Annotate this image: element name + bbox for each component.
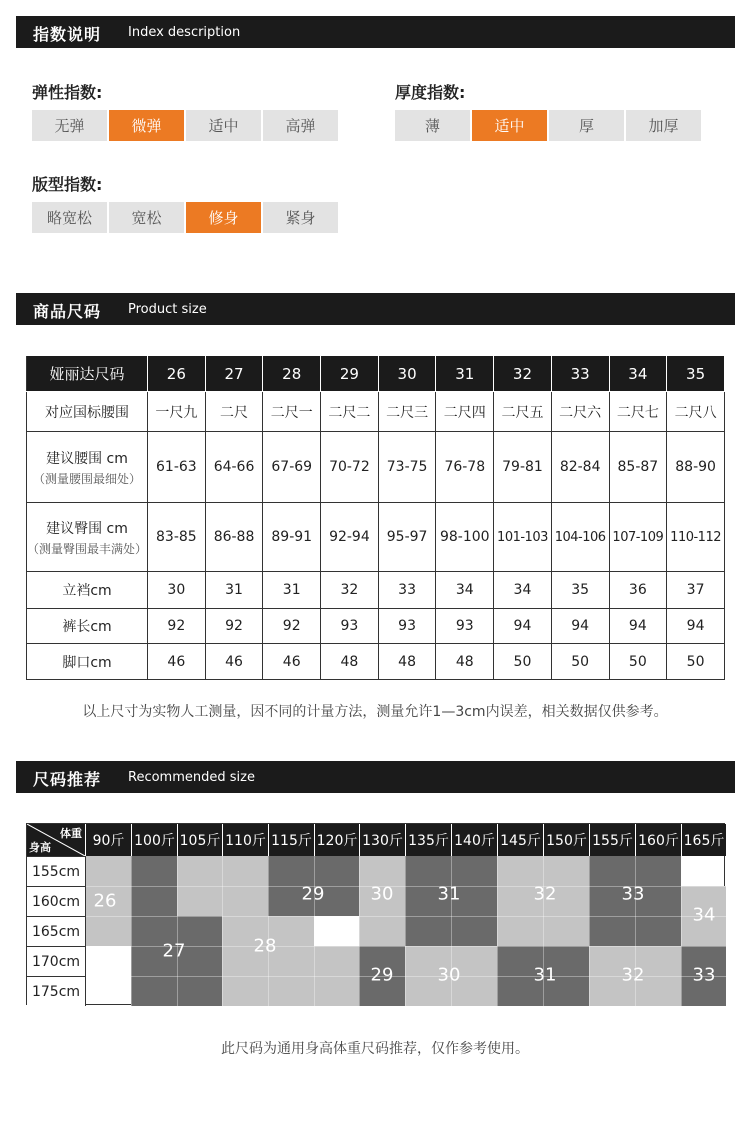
weight-column-header: 100斤 xyxy=(131,824,177,856)
row-label-text: 脚口cm xyxy=(62,654,112,671)
table-cell: 101-103 xyxy=(494,503,552,572)
grid-line xyxy=(589,856,590,1006)
filler-cell xyxy=(222,886,268,916)
product-section-title: 商品尺码 xyxy=(33,302,102,321)
corner-height-label: 身高 xyxy=(29,841,51,854)
product-section-header xyxy=(16,293,735,325)
elasticity-option: 高弹 xyxy=(263,110,338,141)
fit-option: 略宽松 xyxy=(32,202,107,233)
table-cell: 79-81 xyxy=(494,432,552,503)
size-column-header: 30 xyxy=(378,356,436,392)
thickness-option: 加厚 xyxy=(626,110,701,141)
height-row-label: 175cm xyxy=(27,976,85,1006)
grid-line xyxy=(497,856,498,1006)
size-column-header: 27 xyxy=(205,356,263,392)
size-block-label: 26 xyxy=(93,890,117,912)
row-label xyxy=(27,432,148,503)
elasticity-label: 弹性指数: xyxy=(32,83,103,102)
row-label-text: 对应国标腰围 xyxy=(45,404,129,421)
weight-column-header: 155斤 xyxy=(589,824,635,856)
row-label-text: 立裆cm xyxy=(62,583,112,599)
size-column-header: 31 xyxy=(436,356,494,392)
table-cell: 94 xyxy=(494,609,552,644)
size-table-header-row xyxy=(27,356,725,392)
row-label xyxy=(27,644,148,680)
weight-column-header: 135斤 xyxy=(405,824,451,856)
table-cell: 50 xyxy=(551,644,609,680)
table-cell: 104-106 xyxy=(551,503,609,572)
table-cell: 83-85 xyxy=(148,503,206,572)
table-cell: 61-63 xyxy=(148,432,206,503)
size-column-header: 35 xyxy=(667,356,725,392)
weight-column-header: 145斤 xyxy=(497,824,543,856)
grid-line xyxy=(681,856,682,1006)
table-cell: 92 xyxy=(148,609,206,644)
size-block-label: 29 xyxy=(370,964,394,986)
height-row-label: 170cm xyxy=(27,946,85,976)
size-block-label: 30 xyxy=(370,883,394,905)
height-row-label: 165cm xyxy=(27,916,85,946)
fit-option: 修身 xyxy=(186,202,261,233)
weight-column-header: 105斤 xyxy=(177,824,222,856)
grid-line xyxy=(314,856,315,1006)
size-block-label: 31 xyxy=(533,964,557,986)
table-cell: 64-66 xyxy=(205,432,263,503)
table-cell: 二尺五 xyxy=(494,392,552,432)
row-label-text: 裤长cm xyxy=(62,619,112,635)
weight-column-header: 140斤 xyxy=(451,824,497,856)
table-cell: 二尺八 xyxy=(667,392,725,432)
table-cell: 二尺 xyxy=(205,392,263,432)
table-cell: 107-109 xyxy=(609,503,667,572)
size-block-label: 32 xyxy=(533,883,557,905)
size-column-header: 28 xyxy=(263,356,321,392)
table-cell: 98-100 xyxy=(436,503,494,572)
weight-column-header: 130斤 xyxy=(359,824,405,856)
row-label xyxy=(27,392,148,432)
table-cell: 94 xyxy=(667,609,725,644)
size-column-header: 33 xyxy=(551,356,609,392)
index-section-title: 指数说明 xyxy=(33,25,102,44)
table-cell: 94 xyxy=(551,609,609,644)
row-label-sub: （测量腰围最细处） xyxy=(32,471,141,486)
index-section-subtitle: Index description xyxy=(128,25,241,40)
table-cell: 88-90 xyxy=(667,432,725,503)
table-cell: 50 xyxy=(609,644,667,680)
table-cell: 76-78 xyxy=(436,432,494,503)
table-cell: 一尺九 xyxy=(148,392,206,432)
height-row-label: 155cm xyxy=(27,856,85,886)
table-cell: 70-72 xyxy=(321,432,379,503)
weight-column-header: 115斤 xyxy=(268,824,314,856)
table-cell: 33 xyxy=(378,572,436,609)
table-cell: 73-75 xyxy=(378,432,436,503)
index-section-header xyxy=(16,16,735,48)
row-label-sub: （测量臀围最丰满处） xyxy=(27,541,148,556)
size-block-label: 34 xyxy=(692,904,716,926)
table-cell: 93 xyxy=(378,609,436,644)
fit-options xyxy=(32,202,338,233)
table-cell: 46 xyxy=(205,644,263,680)
recommend-corner-cell xyxy=(27,824,85,856)
table-row xyxy=(27,392,725,432)
table-cell: 46 xyxy=(148,644,206,680)
elasticity-option: 微弹 xyxy=(109,110,184,141)
table-cell: 93 xyxy=(321,609,379,644)
table-cell: 36 xyxy=(609,572,667,609)
table-cell: 二尺一 xyxy=(263,392,321,432)
table-cell: 110-112 xyxy=(667,503,725,572)
size-block-label: 33 xyxy=(692,964,716,986)
elasticity-options xyxy=(32,110,338,141)
size-column-header: 34 xyxy=(609,356,667,392)
fit-option: 紧身 xyxy=(263,202,338,233)
table-cell: 48 xyxy=(436,644,494,680)
corner-weight-label: 体重 xyxy=(60,827,82,840)
elasticity-option: 无弹 xyxy=(32,110,107,141)
height-column-divider xyxy=(85,856,86,1006)
grid-line xyxy=(131,856,132,1006)
grid-line xyxy=(268,856,269,1006)
table-cell: 92 xyxy=(205,609,263,644)
thickness-label: 厚度指数: xyxy=(395,83,466,102)
table-cell: 34 xyxy=(436,572,494,609)
table-cell: 95-97 xyxy=(378,503,436,572)
weight-column-header: 150斤 xyxy=(543,824,589,856)
grid-line xyxy=(359,856,360,1006)
size-column-header: 32 xyxy=(494,356,552,392)
grid-line xyxy=(222,856,223,1006)
size-block-label: 31 xyxy=(437,883,461,905)
table-cell: 二尺四 xyxy=(436,392,494,432)
table-cell: 50 xyxy=(494,644,552,680)
grid-line xyxy=(405,856,406,1006)
fit-label: 版型指数: xyxy=(32,175,103,194)
weight-column-header: 120斤 xyxy=(314,824,359,856)
table-cell: 85-87 xyxy=(609,432,667,503)
size-block-label: 27 xyxy=(162,940,186,962)
row-label xyxy=(27,572,148,609)
recommend-note: 此尺码为通用身高体重尺码推荐，仅作参考使用。 xyxy=(221,1041,529,1057)
table-cell: 86-88 xyxy=(205,503,263,572)
weight-column-header: 165斤 xyxy=(681,824,726,856)
table-cell: 50 xyxy=(667,644,725,680)
table-cell: 82-84 xyxy=(551,432,609,503)
weight-column-header: 90斤 xyxy=(85,824,131,856)
recommend-chart xyxy=(26,823,725,1005)
table-row xyxy=(27,432,725,503)
grid-line xyxy=(177,856,178,1006)
row-label xyxy=(27,503,148,572)
table-cell: 31 xyxy=(263,572,321,609)
table-cell: 35 xyxy=(551,572,609,609)
fit-option: 宽松 xyxy=(109,202,184,233)
table-row xyxy=(27,609,725,644)
product-section-subtitle: Product size xyxy=(128,302,207,317)
filler-cell xyxy=(177,886,222,916)
height-row-label: 160cm xyxy=(27,886,85,916)
size-block xyxy=(222,916,268,1006)
table-row xyxy=(27,572,725,609)
grid-line xyxy=(85,916,726,917)
thickness-option: 薄 xyxy=(395,110,470,141)
table-cell: 48 xyxy=(378,644,436,680)
thickness-options xyxy=(395,110,701,141)
table-row xyxy=(27,503,725,572)
table-cell: 34 xyxy=(494,572,552,609)
row-label xyxy=(27,609,148,644)
table-row xyxy=(27,644,725,680)
size-block-label: 32 xyxy=(621,964,645,986)
table-cell: 67-69 xyxy=(263,432,321,503)
weight-column-header: 110斤 xyxy=(222,824,268,856)
table-cell: 46 xyxy=(263,644,321,680)
thickness-option: 厚 xyxy=(549,110,624,141)
table-cell: 37 xyxy=(667,572,725,609)
size-block-label: 33 xyxy=(621,883,645,905)
table-cell: 92-94 xyxy=(321,503,379,572)
size-note: 以上尺寸为实物人工测量，因不同的计量方法，测量允许1—3cm内误差，相关数据仅供参考。 xyxy=(82,704,668,720)
table-cell: 89-91 xyxy=(263,503,321,572)
table-cell: 二尺六 xyxy=(551,392,609,432)
table-cell: 32 xyxy=(321,572,379,609)
table-cell: 二尺三 xyxy=(378,392,436,432)
size-column-header: 29 xyxy=(321,356,379,392)
row-label-text: 建议臀围 cm xyxy=(46,520,128,537)
table-cell: 二尺二 xyxy=(321,392,379,432)
table-cell: 48 xyxy=(321,644,379,680)
size-block-label: 30 xyxy=(437,964,461,986)
table-cell: 94 xyxy=(609,609,667,644)
elasticity-option: 适中 xyxy=(186,110,261,141)
thickness-option: 适中 xyxy=(472,110,547,141)
recommend-section-title: 尺码推荐 xyxy=(33,770,102,789)
table-cell: 二尺七 xyxy=(609,392,667,432)
size-table-header-label: 娅丽达尺码 xyxy=(27,356,148,392)
size-table xyxy=(26,355,725,680)
size-block-label: 29 xyxy=(301,883,325,905)
table-cell: 93 xyxy=(436,609,494,644)
size-block-label: 28 xyxy=(253,935,277,957)
recommend-section-header xyxy=(16,761,735,793)
size-column-header: 26 xyxy=(148,356,206,392)
table-cell: 30 xyxy=(148,572,206,609)
table-cell: 31 xyxy=(205,572,263,609)
recommend-section-subtitle: Recommended size xyxy=(128,770,255,785)
table-cell: 92 xyxy=(263,609,321,644)
row-label-text: 建议腰围 cm xyxy=(46,450,128,467)
weight-column-header: 160斤 xyxy=(635,824,681,856)
